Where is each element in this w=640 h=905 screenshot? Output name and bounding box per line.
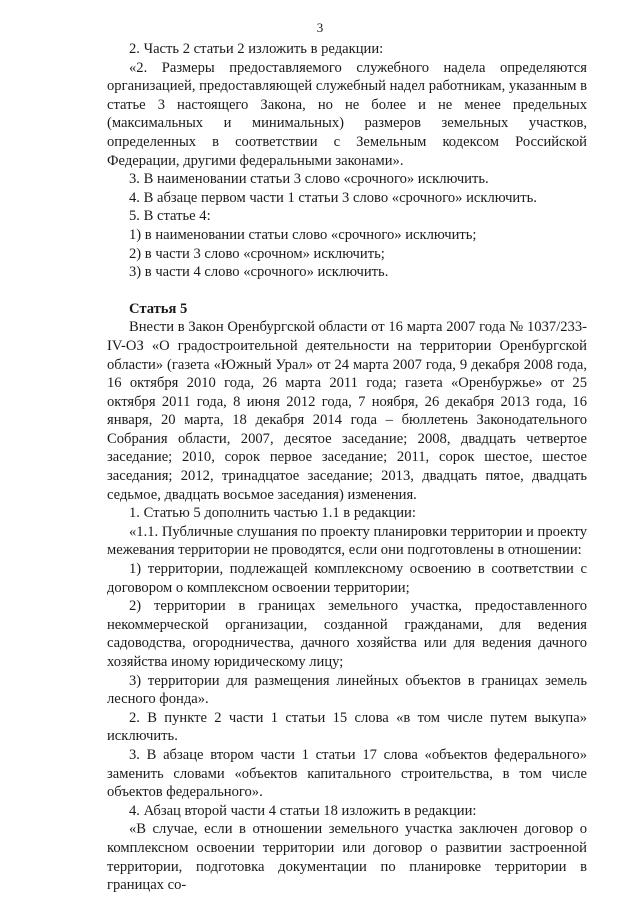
paragraph: «В случае, если в отношении земельного участка заключен договор о комплексном освоении территории или договор о развитии застроенной территории, подготовка документации по планировке территории в границах со-: [107, 821, 587, 894]
paragraph: 1. Статью 5 дополнить частью 1.1 в редакции:: [129, 505, 416, 522]
page-number: 3: [316, 20, 324, 35]
article-heading: Статья 5: [129, 300, 188, 317]
paragraph: «1.1. Публичные слушания по проекту планировки территории и проекту межевания территории не проводятся, если они подготовлены в отношении:: [107, 523, 587, 559]
paragraph: 2) в части 3 слово «срочном» исключить;: [129, 245, 385, 262]
paragraph: 2) территории в границах земельного участка, предоставленного некоммерческой организации, созданной гражданами, для ведения садоводства, огородничества, дачного хозяйства или для ведения дачного хозяйства иному юридическому лицу;: [107, 598, 587, 670]
paragraph: 5. В статье 4:: [129, 208, 211, 225]
paragraph: 3) территории для размещения линейных объектов в границах земель лесного фонда».: [107, 672, 587, 708]
paragraph: 3) в части 4 слово «срочного» исключить.: [129, 264, 389, 281]
paragraph: 1) в наименовании статьи слово «срочного» исключить;: [129, 226, 477, 243]
paragraph: 1) территории, подлежащей комплексному освоению в соответствии с договором о комплексном освоении территории;: [107, 561, 587, 596]
paragraph: 3. В абзаце втором части 1 статьи 17 слова «объектов федерального» заменить словами «объектов капитального строительства, в том числе объектов федерального».: [107, 746, 587, 801]
paragraph: 4. Абзац второй части 4 статьи 18 изложить в редакции:: [129, 802, 477, 819]
paragraph: Внести в Закон Оренбургской области от 16 марта 2007 года № 1037/233-IV-ОЗ «О градостроительной деятельности на территории Оренбургской области» (газета «Южный Урал» от 24 марта 2007 года, 9 декабря 2008 года, 16 октября 2010 года, 26 марта 2011 года; газета «Оренбуржье» от 25 октября 2011 года, 8 июня 2012 года, 7 ноября, 26 декабря 2013 года, 16 января, 20 марта, 18 декабря 2014 года – бюллетень Законодательного Собрания области, 2007, десятое заседание; 2008, двадцать четвертое заседание; 2010, сорок первое заседание; 2011, сорок шестое, шестое заседания; 2012, тринадцатое заседание; 2013, двадцать пятое, двадцать седьмое, двадцать восьмое заседания) изменения.: [107, 319, 587, 503]
paragraph: «2. Размеры предоставляемого служебного надела определяются организацией, предоставляющей служебный надел работникам, указанным в статье 3 настоящего Закона, но не более и не менее предельных (максимальных и минимальных) размеров земельных участков, определенных в соответствии с Земельным кодексом Российской Федерации, другими федеральными законами».: [107, 59, 587, 169]
paragraph: 2. Часть 2 статьи 2 изложить в редакции:: [129, 41, 384, 57]
paragraph: 3. В наименовании статьи 3 слово «срочного» исключить.: [129, 171, 489, 188]
paragraph: 4. В абзаце первом части 1 статьи 3 слово «срочного» исключить.: [129, 189, 537, 206]
document-body: [107, 40, 587, 895]
paragraph: 2. В пункте 2 части 1 статьи 15 слова «в том числе путем выкупа» исключить.: [107, 709, 587, 745]
